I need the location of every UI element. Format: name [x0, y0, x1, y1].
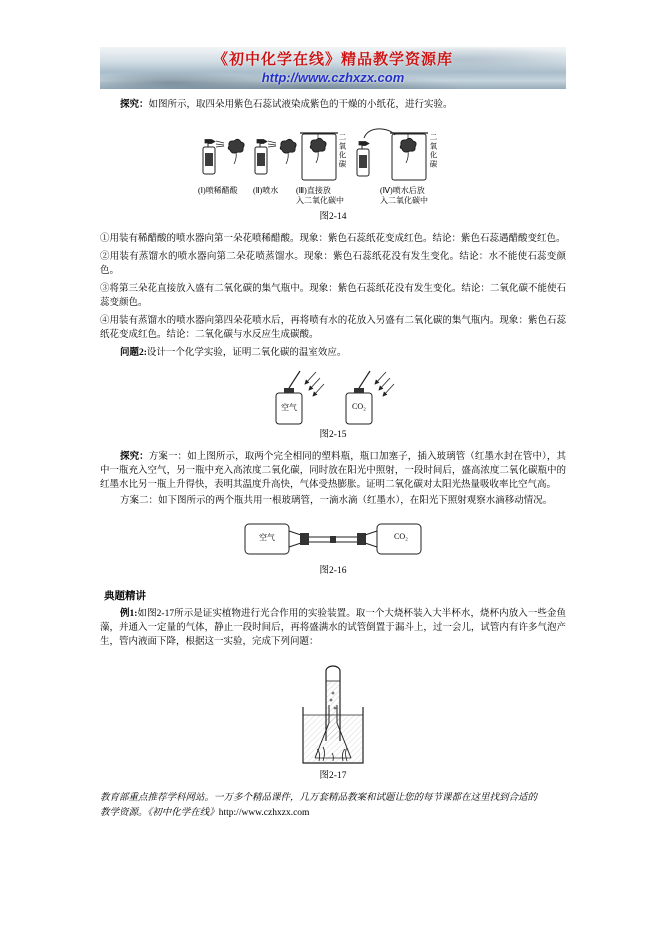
footer-line2	[100, 806, 566, 821]
footer-line2-prefix: 教学资源。《初中化学在线》	[100, 808, 219, 818]
figure-2-16	[100, 518, 566, 578]
paper-flower-2-icon	[280, 139, 296, 164]
spray-bottle-1-icon	[203, 140, 224, 175]
experiment-step-3: ③将第三朵花直接放入盛有二氧化碳的集气瓶中。现象：紫色石蕊纸花没有发生变化。结论：二氧化碳不能使石蕊变颜色。	[100, 284, 566, 308]
paper-flower-4-icon	[400, 138, 416, 163]
fig16-air-label: 空气	[259, 533, 275, 542]
figure-2-14-canvas	[198, 124, 468, 208]
glass-tube-icon	[309, 536, 357, 543]
section-heading: 典题精讲	[104, 591, 146, 602]
site-banner	[100, 47, 566, 89]
fig14-item3-label-line1: (Ⅲ)直接放	[296, 186, 331, 195]
figure-2-15-drawing	[258, 368, 408, 426]
fig16-co2-label: CO₂	[394, 532, 408, 541]
banner-title: 《初中化学在线》精品教学资源库	[212, 52, 453, 68]
intro-paragraph	[100, 98, 566, 112]
plan2-paragraph: 方案二：如下图所示的两个瓶共用一根玻璃管，一滴水滴（红墨水），在阳光下照射观察水滴移动情况。	[120, 496, 553, 506]
fig14-item2-label: (Ⅱ)喷水	[253, 186, 279, 195]
intro-text: 如图所示，取四朵用紫色石蕊试液染成紫色的干燥的小纸花，进行实验。	[148, 100, 453, 110]
ink-droplet-icon	[330, 536, 336, 543]
question2-text: 设计一个化学实验，证明二氧化碳的温室效应。	[146, 348, 347, 358]
figure-2-15	[100, 368, 566, 442]
fig14-co2-label-4: 二氧化碳	[429, 133, 438, 169]
fig14-item3-label-line2: 入二氧化碳中	[296, 195, 344, 205]
figure-2-14	[100, 124, 566, 224]
figure-2-17	[100, 663, 566, 783]
fig14-item1-label: (Ⅰ)喷稀醋酸	[198, 186, 238, 195]
fig14-item3-label	[296, 186, 344, 205]
fig14-item4-label	[380, 186, 428, 205]
figure-2-15-canvas	[258, 368, 408, 426]
air-bottle-icon	[276, 371, 302, 424]
figure-2-17-caption: 图2-17	[319, 771, 347, 781]
plan1-label: 探究：	[120, 452, 149, 462]
question2-label: 问题2:	[120, 348, 147, 358]
sun-rays-left-icon	[305, 372, 324, 396]
spray-bottle-2-icon	[255, 140, 276, 175]
experiment-step-1: ①用装有稀醋酸的喷水器向第一朵花喷稀醋酸。现象：紫色石蕊纸花变成红色。结论：紫色石蕊遇醋酸变红色。	[100, 234, 566, 244]
paper-flower-3-icon	[310, 138, 326, 163]
intro-label: 探究：	[120, 100, 149, 110]
figure-2-16-canvas	[243, 518, 423, 562]
figure-2-14-caption: 图2-14	[319, 212, 347, 222]
example1-paragraph	[100, 607, 566, 649]
example1-text: 如图2-17所示是证实植物进行光合作用的实验装置。取一个大烧杯装入大半杯水，烧杯内放入一些金鱼藻，并通入一定量的气体，静止一段时间后，再将盛满水的试管倒置于漏斗上，过一会儿，试管内有许多气泡产生，管内液面下降，根据这一实验，完成下列问题：	[100, 609, 566, 647]
footer-line1: 教育部重点推荐学科网站。一万多个精品课件，几万套精品教案和试题让您的每节课都在这里找到合适的	[100, 793, 538, 803]
figure-2-17-canvas	[293, 663, 373, 767]
footer-url-link[interactable]: http://www.czhxzx.com	[218, 808, 310, 818]
fig14-item4-label-line2: 入二氧化碳中	[380, 195, 428, 205]
spray-bottle-4-icon	[357, 129, 395, 176]
figure-2-15-caption: 图2-15	[319, 430, 347, 440]
figure-2-17-drawing	[293, 663, 373, 767]
co2-bottle-icon	[346, 371, 372, 424]
fig14-item4-label-line1: (Ⅳ)喷水后放	[380, 186, 425, 195]
fig14-co2-label-3: 二氧化碳	[338, 133, 347, 169]
experiment-step-2: ②用装有蒸馏水的喷水器向第二朵花喷蒸馏水。现象：紫色石蕊纸花没有发生变化。结论：水不能使石蕊变颜色。	[100, 252, 566, 276]
fig15-co2-label: CO₂	[352, 402, 366, 411]
paper-flower-1-icon	[228, 139, 244, 164]
sun-rays-right-icon	[375, 372, 394, 396]
banner-url-link[interactable]: http://www.czhxzx.com	[261, 70, 405, 85]
plan1-paragraph	[100, 450, 566, 492]
figure-2-16-caption: 图2-16	[319, 566, 347, 576]
example1-label: 例1:	[120, 609, 138, 619]
test-tube-icon	[326, 666, 340, 741]
page-footer	[100, 791, 566, 821]
question2-paragraph	[100, 346, 566, 360]
fig15-air-label: 空气	[281, 403, 297, 412]
experiment-step-4: ④用装有蒸馏水的喷水器向第四朵花喷水后，再将喷有水的花放入另盛有二氧化碳的集气瓶内。现象：紫色石蕊纸花变成红色。结论：二氧化碳与水反应生成碳酸。	[100, 316, 566, 340]
plan1-text: 方案一：如上图所示，取两个完全相同的塑料瓶，瓶口加塞子，插入玻璃管（红墨水封在管中），其中一瓶充入空气，另一瓶中充入高浓度二氧化碳，同时放在阳光中照射，一段时间后，盛高浓度二氧化碳瓶中的红墨水比另一瓶上升得快，表明其温度升高快，气体受热膨胀。证明二氧化碳对太阳光热量吸收率比空气高。	[100, 452, 566, 490]
figure-2-14-drawing	[198, 124, 468, 184]
